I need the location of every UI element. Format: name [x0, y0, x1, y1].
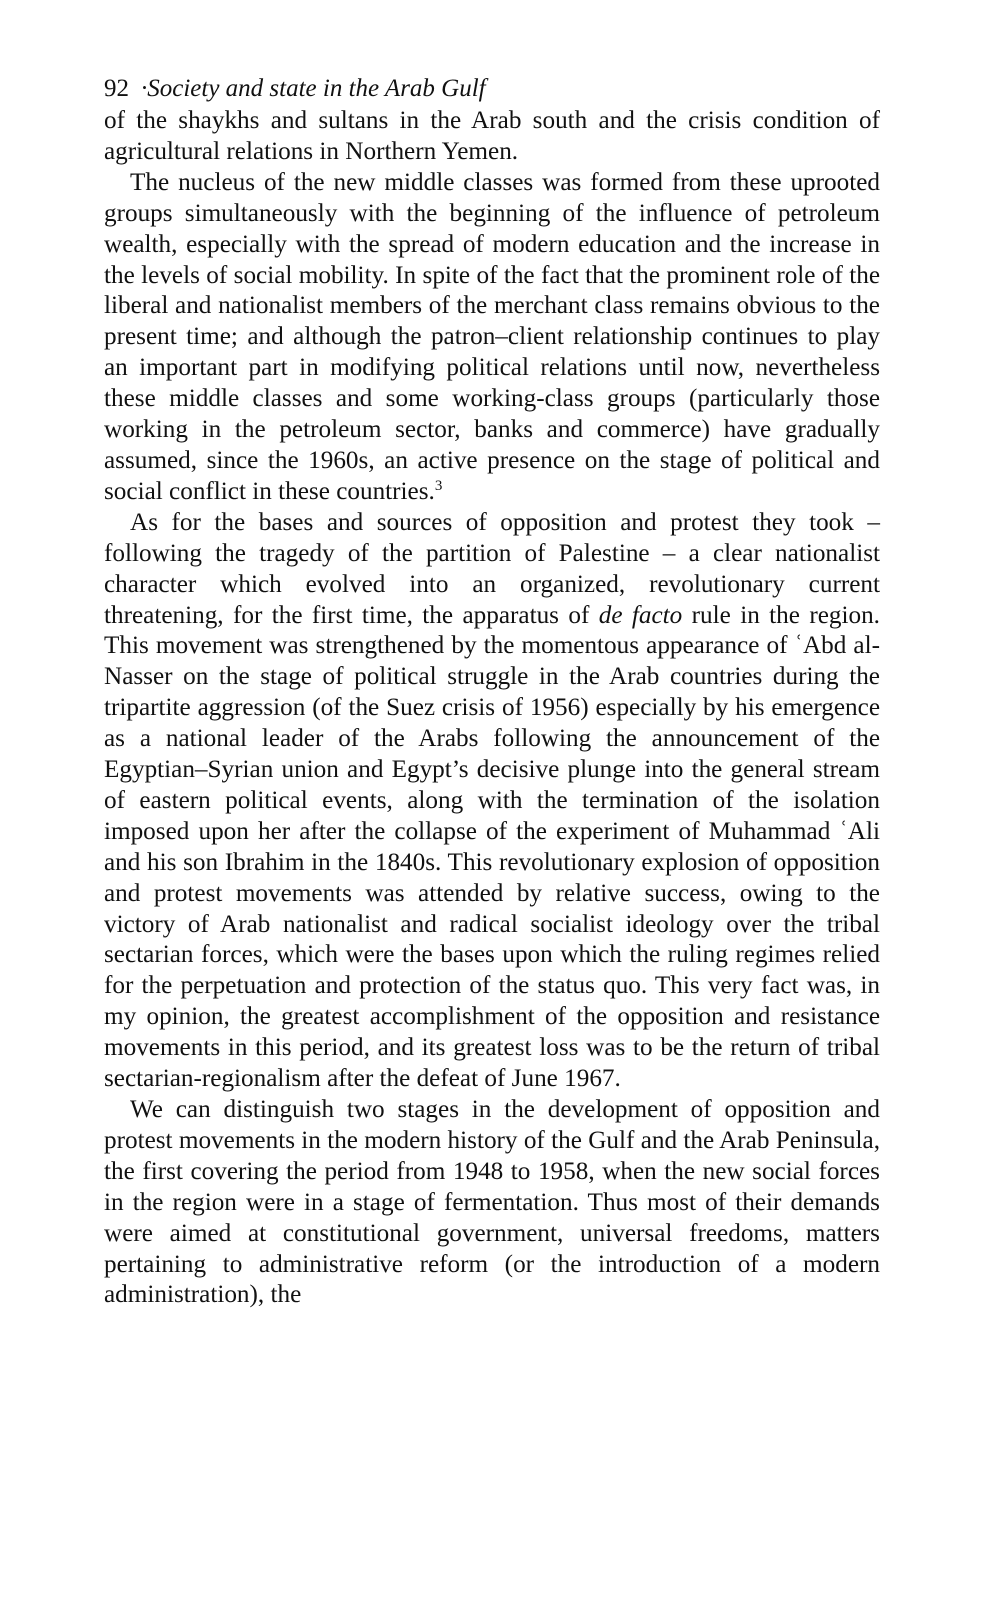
paragraph-4-text: We can distinguish two stages in the development of opposition and protest movements in the modern history of the Gulf and the Arab Peninsula, the first covering the period from 1948 to 1958, when the new social forces in the region were in a stage of fermentation. Thus most of their demands were aimed at constitutional government, universal freedoms, matters pertaining to administrative reform (or the introduction of a modern administration), the — [104, 1096, 880, 1309]
footnote-marker: 3 — [434, 477, 443, 494]
page-number: 92 — [104, 75, 129, 102]
running-head — [104, 72, 880, 106]
italic-phrase: de facto — [598, 601, 683, 629]
paragraph-1-text: of the shaykhs and sultans in the Arab south and the crisis condition of agricultural relations in Northern Yemen. — [104, 107, 880, 165]
paragraph-3-text-after: rule in the region. This movement was strengthened by the momentous appearance of ʿAbd al-Nasser on the stage of political struggle in the Arab countries during the tripartite aggression (of the Suez crisis of 1956) especially by his emergence as a national leader of the Arabs following the announcement of the Egyptian–Syrian union and Egypt’s decisive plunge into the general stream of eastern political events, along with the termination of the isolation imposed upon her after the collapse of the experiment of Muhammad ʿAli and his son Ibrahim in the 1840s. This revolutionary explosion of opposition and protest movements was attended by relative success, owing to the victory of Arab nationalist and radical socialist ideology over the tribal sectarian forces, which were the bases upon which the ruling regimes relied for the perpetuation and protection of the status quo. This very fact was, in my opinion, the greatest accomplishment of the opposition and resistance movements in this period, and its greatest loss was to be the return of tribal sectarian-regionalism after the defeat of June 1967. — [104, 601, 880, 1093]
paragraph-3 — [104, 508, 880, 1095]
paragraph-4 — [104, 1095, 880, 1311]
paragraph-2 — [104, 168, 880, 508]
running-title: ·Society and state in the Arab Gulf — [141, 75, 486, 102]
paragraph-3-text-before: As for the bases and sources of opposition and protest they took – following the tragedy of the partition of Palestine – a clear nationalist character which evolved into an organized, revolutionary current threatening, for the first time, the apparatus of — [104, 508, 880, 629]
book-page — [104, 72, 880, 1311]
paragraph-2-text: The nucleus of the new middle classes was formed from these uprooted groups simultaneously with the beginning of the influence of petroleum wealth, especially with the spread of modern education and the increase in the levels of social mobility. In spite of the fact that the prominent role of the liberal and nationalist members of the merchant class remains obvious to the present time; and although the patron–client relationship continues to play an important part in modifying political relations until now, nevertheless these middle classes and some working-class groups (particularly those working in the petroleum sector, banks and commerce) have gradually assumed, since the 1960s, an active presence on the stage of political and social conflict in these countries. — [104, 168, 880, 505]
paragraph-1 — [104, 106, 880, 168]
